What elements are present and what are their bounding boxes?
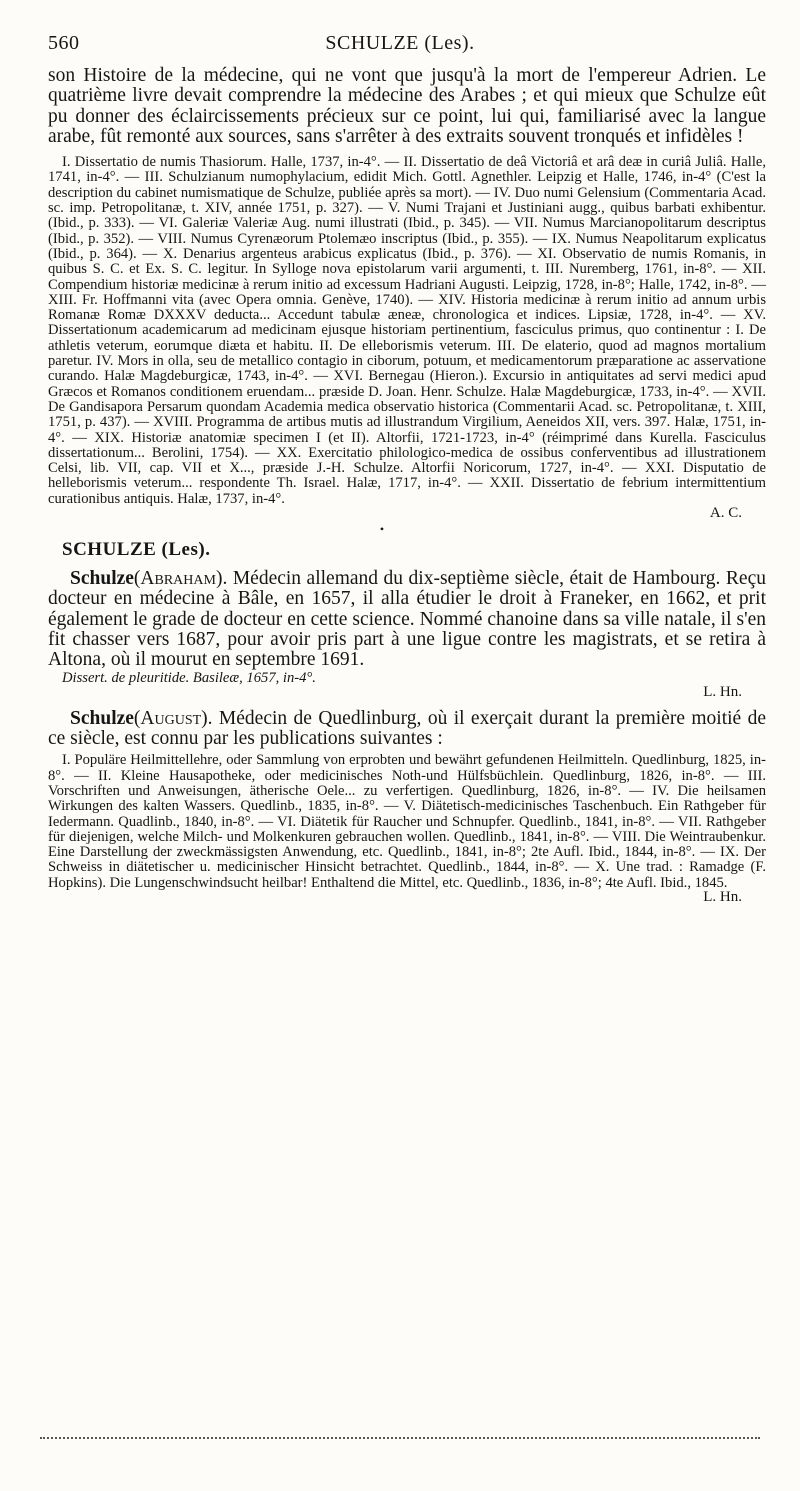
entry-abraham [48, 569, 766, 670]
page-header [48, 30, 752, 60]
entry-given-name: (August). [133, 707, 213, 729]
page-body [48, 66, 766, 906]
entry-headword: Schulze [70, 707, 134, 729]
bibliography-august: I. Populäre Heilmittellehre, oder Sammlung von erprobten und bewährt gefundenen Heilmitteln. Quedlinburg, 1825, in-8°. — II. Kleine Hausapotheke, oder medicinisches Noth-und Hülfsbüchlein. Quedlinburg, 1826, in-8°. — III. Vorschriften und Anweisungen, ätherische Oele... zu verfertigen. Quedlinburg, 1826, in-8°. — IV. Die heilsamen Wirkungen des kalten Wassers. Quedlinb., 1835, in-8°. — V. Diätetisch-medicinisches Taschenbuch. Ein Rathgeber für Iedermann. Quadlinb., 1840, in-8°. — VI. Diätetik für Raucher und Schnupfer. Quedlinb., 1841, in-8°. — VII. Rathgeber für diejenigen, welche Milch- und Molkenkuren gebrauchen wollen. Quedlinb., 1841, in-8°. — VIII. Die Weintraubenkur. Eine Darstellung der zweckmässigsten Anwendung, etc. Quedlinb., 1841, in-8°; 2te Aufl. Ibid., 1844, in-8°. — IX. Der Schweiss in diätetischer u. medicinischer Hinsicht betrachtet. Quedlinb., 1844, in-8°. — X. Une trad. : Ramadge (F. Hopkins). Die Lungenschwindsucht heilbar! Enthaltend die Mittel, etc. Quedlinb., 1836, in-8°; 4te Aufl. Ibid., 1845. [48, 752, 766, 891]
bottom-rule [40, 1437, 760, 1443]
author-signature: L. Hn. [703, 889, 742, 906]
entry-given-name: (Abraham). [133, 568, 228, 590]
entry-text: Médecin de Quedlinburg, où il exerçait durant la première moitié de ce siècle, est connu par les publications suivantes : [48, 707, 766, 750]
entry-headword: Schulze [70, 568, 134, 590]
author-signature: A. C. [709, 505, 742, 522]
intro-paragraph: son Histoire de la médecine, qui ne vont que jusqu'à la mort de l'empereur Adrien. Le quatrième livre devait comprendre la médecine des Arabes ; et qui mieux que Schulze eût pu donner des éclaircissements précieux sur ce point, lui qui, familiarisé avec la langue arabe, fût remonté aux sources, sans s'arrêter à des extraits souvent tronqués et infidèles ! [48, 65, 766, 147]
section-heading: SCHULZE (Les). [62, 539, 211, 561]
bibliography-schulze: I. Dissertatio de numis Thasiorum. Halle, 1737, in-4°. — II. Dissertatio de deâ Victoriâ et arâ deæ in curiâ Juliâ. Halle, 1741, in-4°. — III. Schulzianum numophylacium, edidit Mich. Gottl. Agnethler. Leipzig et Halle, 1746, in-4° (C'est la description du cabinet numismatique de Schulze, publiée après sa mort). — IV. Duo numi Gelensium (Commentaria Acad. sc. imp. Petropolitanæ, t. XIV, année 1751, p. 327). — V. Numi Trajani et Justiniani augg., quibus barbati exhibentur. (Ibid., p. 333). — VI. Galeriæ Valeriæ Aug. numi illustrati (Ibid., p. 345). — VII. Numus Marcianopolitarum descriptus (Ibid., p. 352). — VIII. Numus Cyrenæorum Ptolemæo inscriptus (Ibid., p. 355). — IX. Numus Neapolitarum explicatus (Ibid., p. 364). — X. Denarius argenteus arabicus explicatus (Ibid., p. 376). — XI. Observatio de numis Romanis, in quibus S. C. et Ex. S. C. legitur. In Sylloge nova epistolarum varii argumenti, t. III. Nuremberg, 1761, in-8°. — XII. Compendium historiæ medicinæ à rerum initio ad excessum Hadriani Augusti. Leipzig, 1728, in-8°; Halle, 1742, in-8°. — XIII. Fr. Hoffmanni vita (avec Opera omnia. Genève, 1740). — XIV. Historia medicinæ à rerum initio ad annum urbis Romanæ Romæ DXXXV deducta... Accedunt tabulæ æneæ, chronologica et indices. Lipsiæ, 1728, in-4°. — XV. Dissertationum academicarum ad medicinam ejusque historiam pertinentium, fasciculus primus, quo continentur : I. De athletis veterum, eorumque diæta et habitu. II. De elleborismis veterum. III. De elaterio, quod ad magnos mortalium paretur. IV. Mors in olla, seu de metallico contagio in ciborum, potuum, et medicamentorum præparatione ac asservatione curando. Halæ Magdeburgicæ, 1743, in-4°. — XVI. Bernegau (Hieron.). Excursio in antiquitates ad servi medici apud Græcos et Romanos conditionem eruendam... præside D. Joan. Henr. Schulze. Halæ Magdeburgicæ, 1733, in-4°. — XVII. De Gandisapora Persarum quondam Academia medica observatio historica (Commentarii Acad. sc. Petropolitanæ, t. XIII, 1751, p. 437). — XVIII. Programma de artibus mutis ad illustrandum Virgilium, Aeneidos XII, vers. 397. Halæ, 1751, in-4°. — XIX. Historiæ anatomiæ specimen I (et II). Altorfii, 1721-1723, in-4° (réimprimé dans Kurella. Fasciculus dissertationum... Berolini, 1754). — XX. Exercitatio philologico-medica de ossibus conferventibus ad illustrationem Celsi, lib. VII, cap. VII et X..., præside J.-H. Schulze. Altorfii Noricorum, 1727, in-4°. — XXI. Disputatio de helleborismis veterum... respondente Th. Israel. Halæ, 1717, in-4°. — XXII. Dissertatio de febrium intermittentium curationibus antiquis. Halæ, 1737, in-4°. [48, 154, 766, 507]
author-signature: L. Hn. [703, 683, 742, 700]
separator-mark: • [379, 522, 385, 537]
entry-august [48, 709, 766, 750]
page-number: 560 [48, 32, 80, 54]
running-head: SCHULZE (Les). [325, 32, 475, 54]
entry-text: Médecin allemand du dix-septième siècle, était de Hambourg. Reçu docteur en médecine à Bâle, en 1657, il alla étudier le droit à Franeker, en 1662, et prit également le grade de docteur en cette science. Nommé chanoine dans sa ville natale, il s'en fit chasser vers 1687, pour avoir pris part à une ligue contre les magistrats, et se retira à Altona, où il mourut en septembre 1691. [48, 568, 766, 671]
bibliography-abraham: Dissert. de pleuritide. Basileæ, 1657, in-4°. [62, 669, 316, 686]
